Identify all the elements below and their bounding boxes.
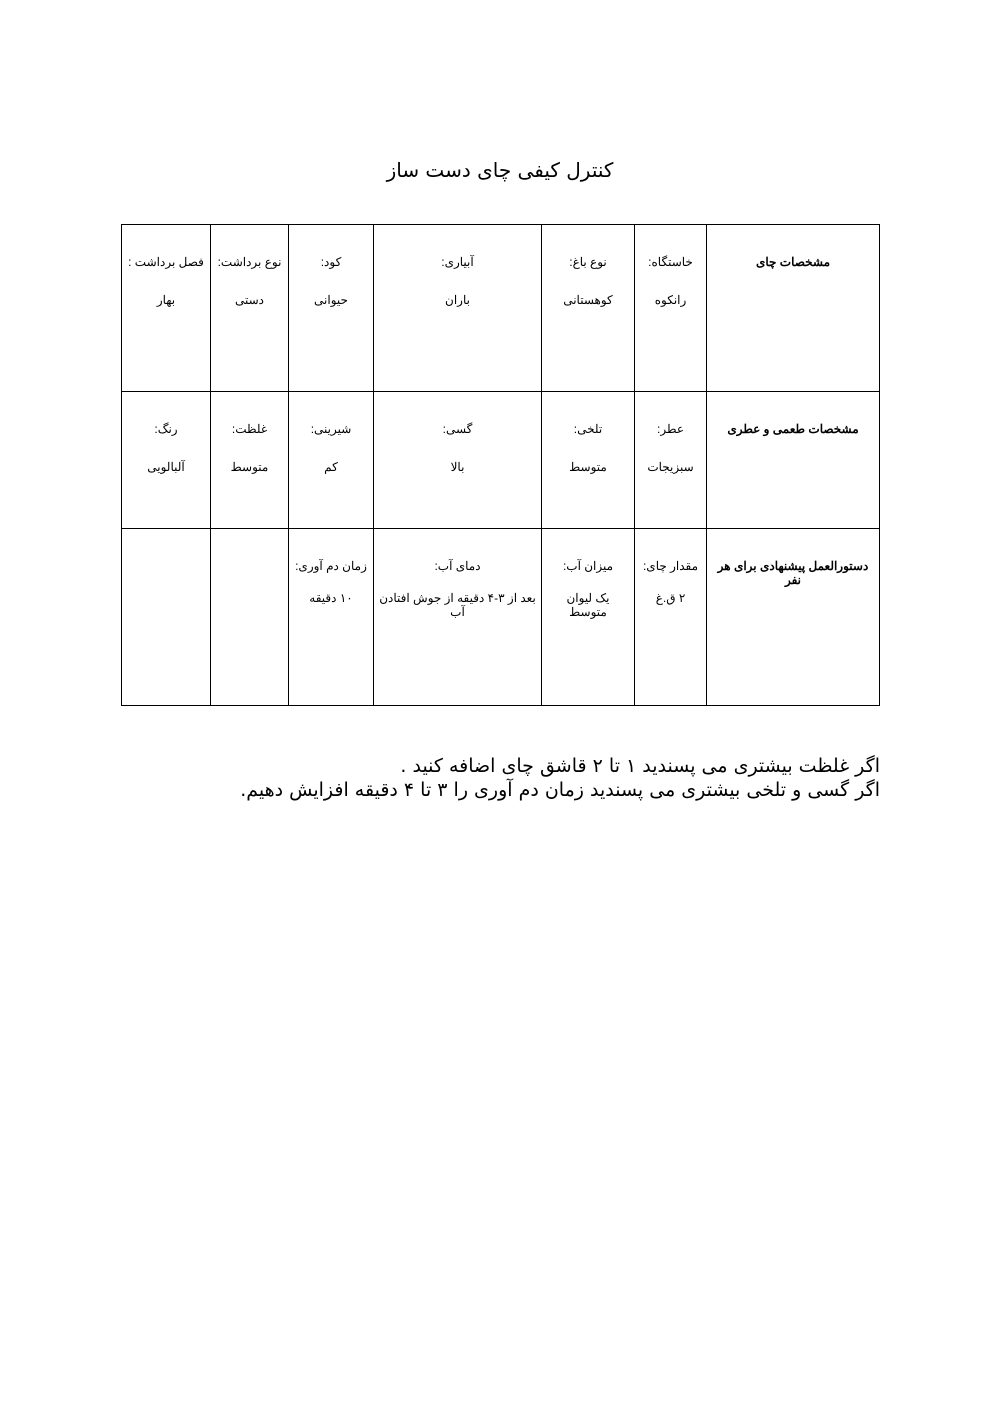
document-title: کنترل کیفی چای دست ساز (386, 158, 614, 182)
cell-label: خاستگاه: (648, 255, 693, 269)
table-cell (635, 392, 707, 529)
table-cell-empty (211, 529, 289, 706)
table-cell (289, 392, 374, 529)
cell-value: کم (324, 460, 338, 474)
cell-value: آلبالویی (147, 460, 185, 474)
cell-value: بالا (450, 460, 465, 474)
cell-label: آبیاری: (441, 255, 474, 269)
row-header: مشخصات طعمی و عطری (707, 392, 880, 529)
cell-label: شیرینی: (310, 422, 352, 436)
table-cell (289, 529, 374, 706)
table-cell (374, 225, 542, 392)
row-header: دستورالعمل پیشنهادی برای هر نفر (707, 529, 880, 706)
cell-value: سبزیجات (647, 460, 694, 474)
table-cell (211, 225, 289, 392)
row-header: مشخصات چای (707, 225, 880, 392)
cell-label: مقدار چای: (642, 559, 699, 573)
table-cell (635, 529, 707, 706)
table-cell-empty (122, 529, 211, 706)
table-cell (635, 225, 707, 392)
table-cell (211, 392, 289, 529)
cell-label: تلخی: (573, 422, 603, 436)
cell-value: ۱۰ دقیقه (309, 591, 353, 605)
table-cell (542, 529, 635, 706)
cell-label: دمای آب: (434, 559, 481, 573)
table-cell (122, 225, 211, 392)
cell-value: رانکوه (654, 293, 687, 307)
table-cell (374, 529, 542, 706)
cell-value: یک لیوان متوسط (566, 591, 610, 619)
cell-value: بعد از ۳-۴ دقیقه از جوش افتادن آب (379, 591, 536, 619)
cell-label: عطر: (657, 422, 684, 436)
table-row (122, 392, 880, 529)
table-cell (289, 225, 374, 392)
note-line: اگر غلظت بیشتری می پسندید ۱ تا ۲ قاشق چای اضافه کنید . (400, 755, 880, 777)
cell-value: دستی (234, 293, 265, 307)
cell-label: غلظت: (231, 422, 268, 436)
cell-label: کود: (320, 255, 342, 269)
note-line: اگر گسی و تلخی بیشتری می پسندید زمان دم آوری را ۳ تا ۴ دقیقه افزایش دهیم. (240, 779, 880, 801)
cell-label: نوع باغ: (569, 255, 607, 269)
notes (120, 754, 880, 802)
cell-value: بهار (156, 293, 176, 307)
cell-label: زمان دم آوری: (295, 559, 367, 573)
table-cell (374, 392, 542, 529)
cell-label: فصل برداشت : (128, 255, 204, 269)
cell-label: رنگ: (154, 422, 178, 436)
cell-value: کوهستانی (563, 293, 613, 307)
cell-value: متوسط (230, 460, 269, 474)
cell-label: نوع برداشت: (217, 255, 282, 269)
table-cell (542, 225, 635, 392)
cell-label: گسی: (442, 422, 473, 436)
table-row (122, 529, 880, 706)
cell-value: حیوانی (314, 293, 348, 307)
cell-value: ۲ ق.غ (655, 591, 686, 605)
table-cell (122, 392, 211, 529)
cell-value: باران (445, 293, 470, 307)
cell-value: متوسط (569, 460, 607, 474)
table-row (122, 225, 880, 392)
table-cell (542, 392, 635, 529)
tea-quality-table (121, 224, 880, 706)
cell-label: میزان آب: (562, 559, 614, 573)
